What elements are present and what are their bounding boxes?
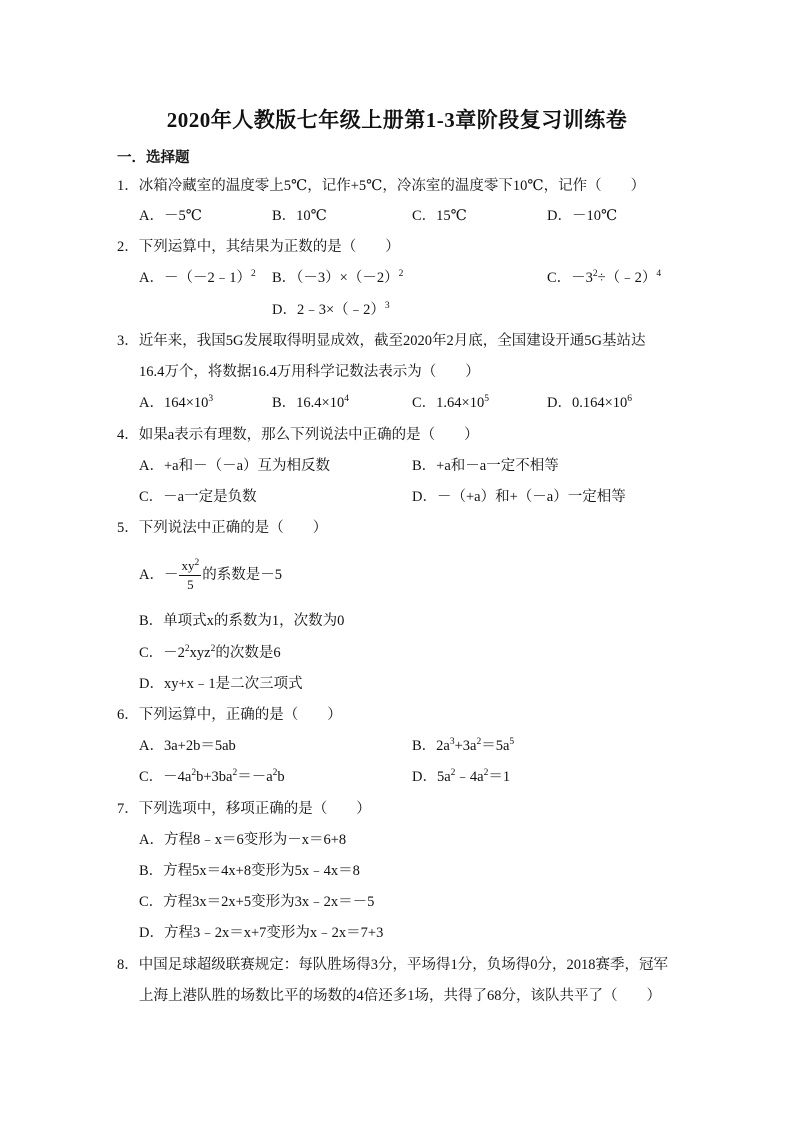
- question-7-option-d: D．方程3﹣2x＝x+7变形为x﹣2x＝7+3: [139, 925, 384, 941]
- question-7-option-a: A．方程8﹣x＝6变形为－x＝6+8: [139, 832, 347, 848]
- question-4-option-d: D．－（+a）和+（－a）一定相等: [412, 489, 626, 505]
- question-3-option-d: D．$0.164\times 10^6$: [547, 394, 633, 411]
- question-5-option-d: D．xy+x﹣1是二次三项式: [139, 676, 303, 692]
- question-1-stem: 1．冰箱冷藏室的温度零上5℃，记作+5℃，冷冻室的温度零下10℃，记作（ ）: [117, 178, 646, 194]
- question-1-option-b: B．10℃: [272, 208, 327, 224]
- question-6-stem: 6．下列运算中，正确的是（ ）: [117, 707, 342, 723]
- question-4-option-c: C．－a一定是负数: [139, 489, 257, 505]
- question-1-option-c: C．15℃: [412, 208, 467, 224]
- question-8-stem-line-2: 上海上港队胜的场数比平的场数的4倍还多1场，共得了68分，该队共平了（ ）: [139, 988, 661, 1004]
- question-4-stem: 4．如果a表示有理数，那么下列说法中正确的是（ ）: [117, 427, 479, 443]
- question-2-stem: 2．下列运算中，其结果为正数的是（ ）: [117, 239, 400, 255]
- question-5-option-a: A．－ $\frac{xy^2}{5}$ 的系数是－5: [139, 558, 282, 593]
- question-7-option-c: C．方程3x＝2x+5变形为3x﹣2x＝－5: [139, 894, 375, 910]
- question-5-option-b: B．单项式x的系数为1，次数为0: [139, 613, 345, 629]
- question-6-option-a: A．3a+2b＝5ab: [139, 738, 236, 754]
- question-6-option-d: D．$5a^2﹣4a^2=1$: [412, 768, 511, 785]
- question-3-stem-line-1: 3．近年来，我国5G发展取得明显成效，截至2020年2月底，全国建设开通5G基站达: [117, 333, 646, 349]
- question-7-option-b: B．方程5x＝4x+8变形为5x﹣4x＝8: [139, 863, 360, 879]
- question-7-stem: 7．下列选项中，移项正确的是（ ）: [117, 801, 371, 817]
- fraction: $\frac{xy^2}{5}$: [181, 558, 200, 593]
- page-title: 2020年人教版七年级上册第1-3章阶段复习训练卷: [166, 108, 628, 132]
- question-5-stem: 5．下列说法中正确的是（ ）: [117, 520, 328, 536]
- question-8-stem-line-1: 8．中国足球超级联赛规定：每队胜场得3分，平场得1分，负场得0分，2018赛季，冠军: [117, 957, 668, 973]
- question-3-stem-line-2: 16.4万个，将数据16.4万用科学记数法表示为（ ）: [139, 364, 480, 380]
- question-3-option-b: B．$16.4\times 10^4$: [272, 394, 349, 411]
- question-2-option-c: C．$-3^2\div(﹣2)^4$: [547, 269, 662, 286]
- question-1-option-d: D．－10℃: [547, 208, 618, 224]
- question-6-option-c: C．$-4a^2b+3ba^2=-a^2b$: [139, 768, 285, 785]
- question-6-option-b: B．$2a^3+3a^2=5a^5$: [412, 737, 515, 754]
- question-1-option-a: A．－5℃: [139, 208, 202, 224]
- question-2-option-a: A．－（－2﹣1）$^2$: [139, 269, 256, 286]
- question-2-option-d: D．2﹣3×（﹣2）$^3$: [272, 301, 390, 318]
- question-4-option-a: A．+a和－（－a）互为相反数: [139, 458, 331, 474]
- question-3-option-c: C．$1.64\times 10^5$: [412, 394, 489, 411]
- question-3-option-a: A．$164\times 10^3$: [139, 394, 214, 411]
- question-4-option-b: B．+a和－a一定不相等: [412, 458, 559, 474]
- question-2-option-b: B．$(-3)\times(-2)^2$: [272, 269, 404, 286]
- question-5-option-c: C．$-2^2xyz^2$的次数是6: [139, 644, 281, 661]
- section-heading: 一．选择题: [117, 150, 190, 166]
